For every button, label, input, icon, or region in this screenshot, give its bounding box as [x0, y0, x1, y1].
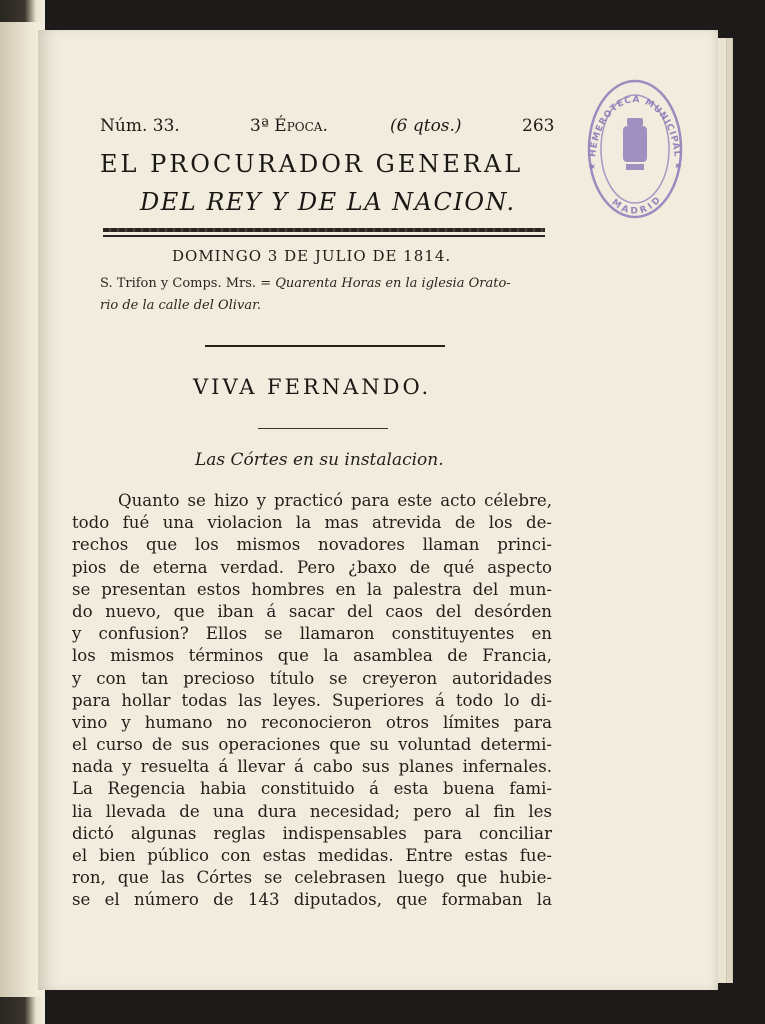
article-line: se el número de 143 diputados, que formaban la: [72, 890, 552, 910]
saints-italic: Quarenta Horas en la iglesia Orato-: [275, 276, 511, 291]
article-line: todo fué una violacion la mas atrevida de los de-: [72, 513, 552, 533]
article-line: el bien público con estas medidas. Entre estas fue-: [72, 846, 552, 865]
article-body: [72, 490, 552, 912]
article-line: se presentan estos hombres en la palestra del mun-: [72, 579, 552, 599]
dateline: DOMINGO 3 DE JULIO DE 1814.: [172, 247, 452, 265]
article-line: do nuevo, que iban á sacar del caos del desórden: [72, 601, 552, 621]
article-line: nada y resuelta á llevar á cabo sus planes infernales.: [72, 757, 552, 777]
issue-header: [100, 116, 570, 146]
svg-text:MADRID: MADRID: [609, 193, 665, 217]
saints-line-continued: rio de la calle del Olivar.: [100, 298, 261, 313]
previous-page-edge: [0, 22, 42, 997]
article-line: rechos que los mismos novadores llaman princi-: [72, 535, 552, 555]
saints-roman: S. Trifon y Comps. Mrs. =: [100, 276, 276, 291]
quires-label: (6 qtos.): [390, 116, 462, 136]
masthead-rule: [103, 235, 545, 237]
section-heading: VIVA FERNANDO.: [193, 375, 432, 399]
article-line: La Regencia habia constituido á esta buena fami-: [72, 779, 552, 799]
article-line: dictó algunas reglas indispensables para conciliar: [72, 823, 552, 843]
svg-text:★ HEMEROTECA MUNICIPAL ★: ★ HEMEROTECA MUNICIPAL ★: [587, 95, 683, 171]
epoch-label: 3ª Época.: [250, 116, 328, 136]
masthead-rule: [103, 228, 545, 232]
article-line: lia llevada de una dura necesidad; pero al fin les: [72, 801, 552, 821]
heading-rule: [258, 428, 388, 429]
article-line: Quanto se hizo y practicó para este acto célebre,: [118, 491, 552, 510]
article-line: pios de eterna verdad. Pero ¿baxo de qué aspecto: [72, 557, 552, 577]
article-line: vino y humano no reconocieron otros límites para: [72, 712, 552, 732]
section-rule: [205, 345, 445, 347]
article-line: ron, que las Córtes se celebrasen luego que hubie-: [72, 868, 552, 888]
masthead-subtitle: DEL REY Y DE LA NACION.: [140, 188, 516, 216]
article-line: los mismos términos que la asamblea de Francia,: [72, 646, 552, 666]
article-line: y con tan precioso título se creyeron autoridades: [72, 668, 552, 688]
article-line: el curso de sus operaciones que su voluntad determi-: [72, 735, 552, 755]
article-title: Las Córtes en su instalacion.: [195, 450, 444, 470]
library-stamp: [586, 78, 684, 220]
article-line: para hollar todas las leyes. Superiores á todo lo di-: [72, 690, 552, 710]
article-line: y confusion? Ellos se llamaron constituyentes en: [72, 624, 552, 644]
masthead-title: EL PROCURADOR GENERAL: [100, 150, 524, 178]
saints-line: [100, 276, 570, 291]
issue-number: Núm. 33.: [100, 116, 180, 136]
page-number: 263: [522, 116, 555, 136]
